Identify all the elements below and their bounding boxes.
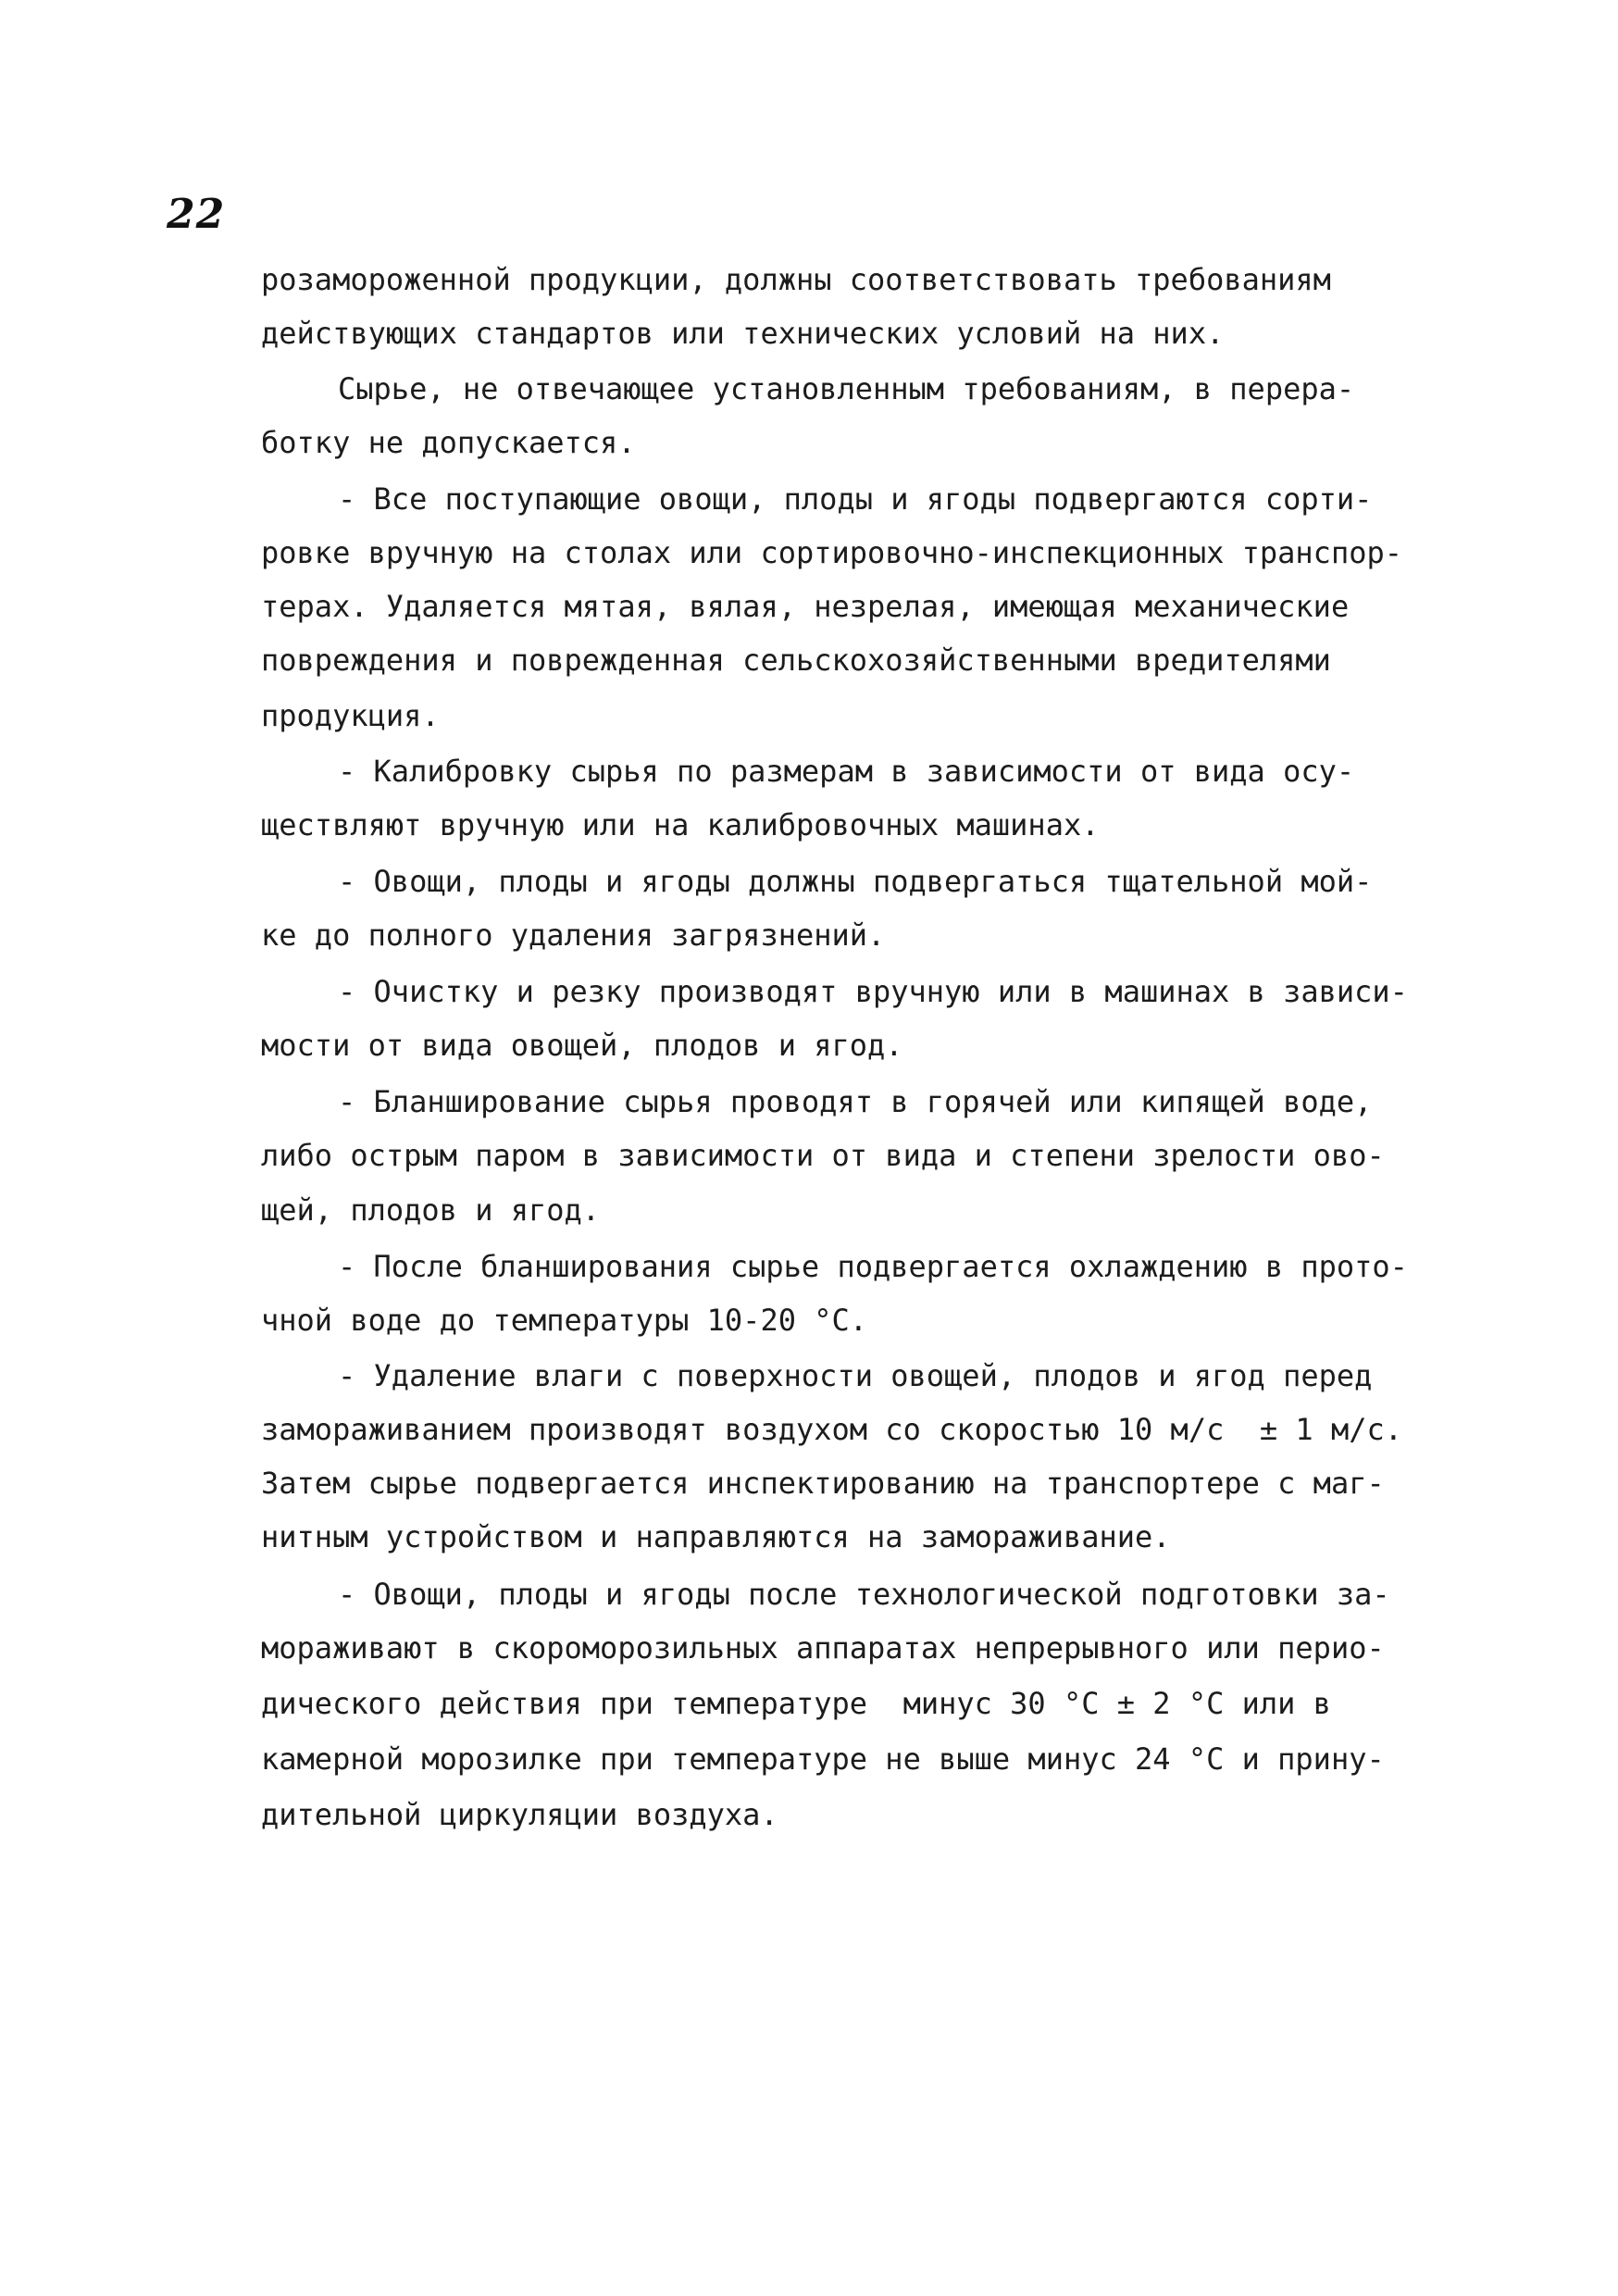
- text-line: чной воде до температуры 10-20 °С.: [261, 1303, 868, 1338]
- page-number: 22: [167, 191, 226, 238]
- text-line: - Овощи, плоды и ягоды должны подвергаться тщательной мой-: [338, 864, 1373, 899]
- text-line: камерной морозилке при температуре не выше минус 24 °С и прину-: [261, 1741, 1385, 1777]
- text-line: мораживают в скороморозильных аппаратах непрерывного или перио-: [261, 1630, 1385, 1666]
- text-line: - Все поступающие овощи, плоды и ягоды подвергаются сорти-: [338, 481, 1373, 517]
- text-line: ровке вручную на столах или сортировочно-инспекционных транспор-: [261, 535, 1402, 570]
- text-line: - Овощи, плоды и ягоды после технологической подготовки за-: [338, 1577, 1390, 1612]
- text-line: продукция.: [261, 698, 440, 733]
- text-line: ществляют вручную или на калибровочных машинах.: [261, 807, 1100, 842]
- text-line: Затем сырье подвергается инспектированию на транспортере с маг-: [261, 1466, 1385, 1501]
- text-line: повреждения и поврежденная сельскохозяйственными вредителями: [261, 643, 1331, 678]
- text-line: - Удаление влаги с поверхности овощей, плодов и ягод перед: [338, 1358, 1373, 1393]
- text-line: либо острым паром в зависимости от вида и степени зрелости ово-: [261, 1138, 1385, 1173]
- text-line: - Калибровку сырья по размерам в зависимости от вида осу-: [338, 754, 1355, 789]
- text-line: замораживанием производят воздухом со скоростью 10 м/с ± 1 м/с.: [261, 1412, 1402, 1447]
- text-line: - Очистку и резку производят вручную или в машинах в зависи-: [338, 974, 1408, 1009]
- text-line: - Бланширование сырья проводят в горячей или кипящей воде,: [338, 1084, 1373, 1119]
- text-line: нитным устройством и направляются на замораживание.: [261, 1519, 1171, 1554]
- text-line: розамороженной продукции, должны соответствовать требованиям: [261, 262, 1331, 297]
- text-line: щей, плодов и ягод.: [261, 1192, 601, 1228]
- text-line: ке до полного удаления загрязнений.: [261, 917, 886, 953]
- text-line: терах. Удаляется мятая, вялая, незрелая, имеющая механические: [261, 589, 1350, 624]
- text-line: дического действия при температуре минус 30 °С ± 2 °С или в: [261, 1686, 1331, 1721]
- text-line: - После бланширования сырье подвергается охлаждению в прото-: [338, 1249, 1408, 1284]
- text-line: действующих стандартов или технических условий на них.: [261, 316, 1225, 351]
- text-line: Сырье, не отвечающее установленным требованиям, в перера-: [338, 371, 1355, 406]
- text-line: мости от вида овощей, плодов и ягод.: [261, 1028, 903, 1063]
- text-line: ботку не допускается.: [261, 425, 636, 460]
- text-line: дительной циркуляции воздуха.: [261, 1797, 778, 1832]
